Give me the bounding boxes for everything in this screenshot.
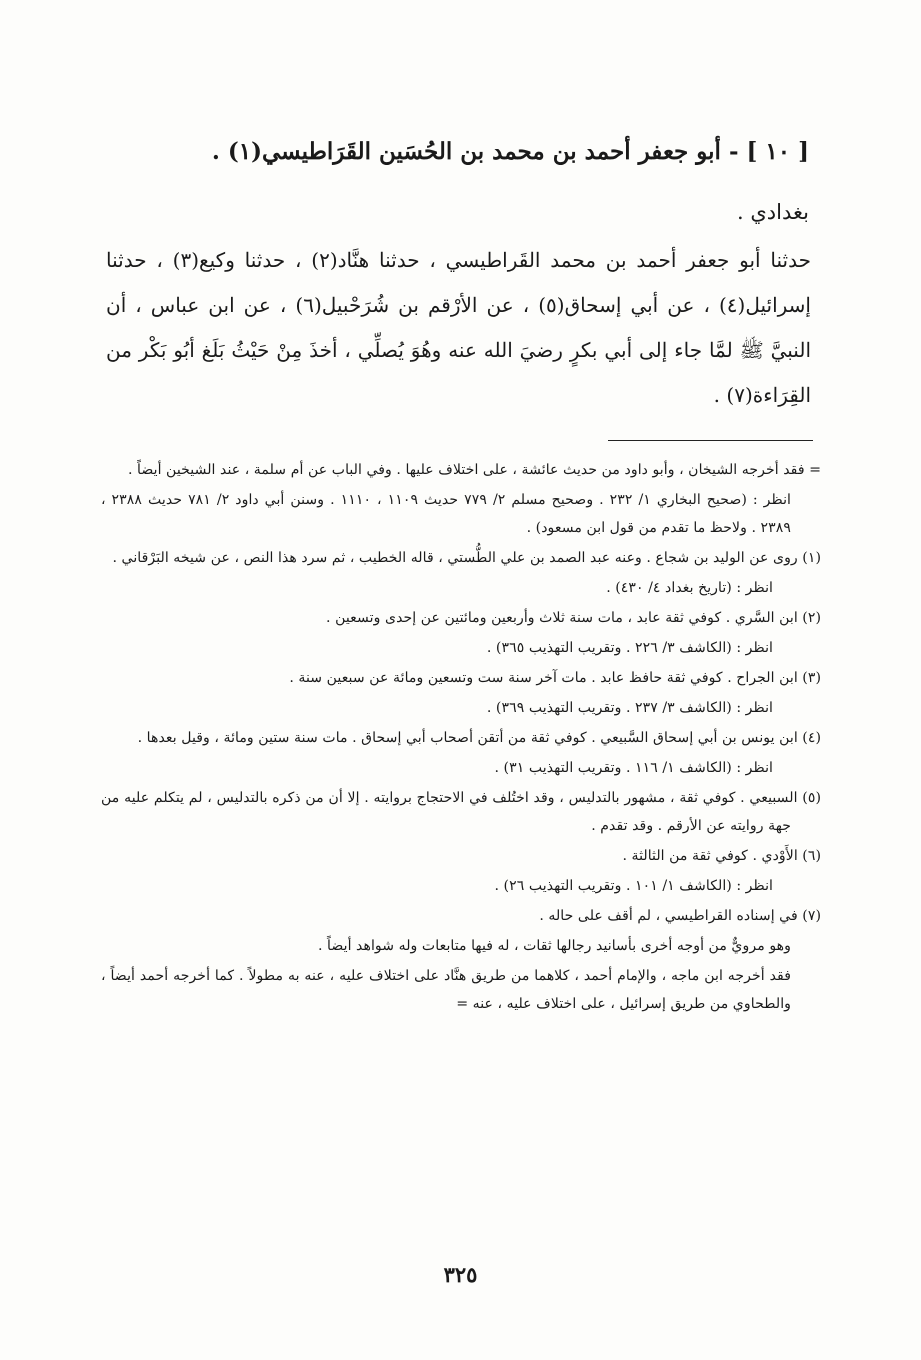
footnote-continuation: = فقد أخرجه الشيخان ، وأبو داود من حديث عائشة ، على اختلاف عليها . وفي الباب عن أم سلمة ، عند الشيخين أيضاً . <box>128 462 821 478</box>
footnote-7-note: وهو مرويٌّ من أوجه أخرى بأسانيد رجالها ثقات ، له فيها متابعات وله شواهد أيضاً . <box>317 938 791 954</box>
footnote-6-reference: انظر : (الكاشف ١/ ١٠١ . وتقريب التهذيب ٢٦) . <box>494 878 773 894</box>
hadith-text: حدثنا أبو جعفر أحمد بن محمد القَراطيسي ، حدثنا هنَّاد(٢) ، حدثنا وكيع(٣) ، حدثنا إسرائيل(٤) ، عن أبي إسحاق(٥) ، عن الأرْقم بن شُرَحْبيل(٦) ، عن ابن عباس ، أن النبيَّ ﷺ لمَّا جاء إلى أبي بكرٍ رضيَ الله عنه وهُوَ يُصلِّي ، أخذَ مِنْ حَيْثُ بَلَغ أبُو بَكْر من القِرَاءة(٧) . <box>106 248 811 407</box>
footnote-3-reference: انظر : (الكاشف ٣/ ٢٣٧ . وتقريب التهذيب ٣٦٩) . <box>486 700 773 716</box>
footnote-5: (٥) السبيعي . كوفي ثقة ، مشهور بالتدليس ، وقد اختُلف في الاحتجاج بروايته . إلا أن من ذكره بالتدليس ، لم يتكلم عليه من جهة روايته عن الأرقم . وقد تقدم . <box>101 790 821 834</box>
footnote-4: (٤) ابن يونس بن أبي إسحاق السَّبيعي . كوفي ثقة من أتقن أصحاب أبي إسحاق . مات سنة ستين ومائة ، وقيل بعدها . <box>137 730 821 746</box>
footnote-3: (٣) ابن الجراح . كوفي ثقة حافظ عابد . مات آخر سنة ست وتسعين ومائة عن سبعين سنة . <box>289 670 821 686</box>
entry-heading: [ ١٠ ] - أبو جعفر أحمد بن محمد بن الحُسَين القَرَاطيسي(١) . <box>211 138 809 165</box>
footnote-2-reference: انظر : (الكاشف ٣/ ٢٢٦ . وتقريب التهذيب ٣٦٥) . <box>486 640 773 656</box>
footnote-7-sources: فقد أخرجه ابن ماجه ، والإمام أحمد ، كلاهما من طريق هنَّاد على اختلاف عليه ، عنه به مطولاً . كما أخرجه أحمد أيضاً ، والطحاوي من طريق إسرائيل ، على اختلاف عليه ، عنه = <box>101 968 791 1012</box>
footnote-7: (٧) في إسناده القراطيسي ، لم أقف على حاله . <box>539 908 821 924</box>
footnote-reference: انظر : (صحيح البخاري ١/ ٢٣٢ . وصحيح مسلم ٢/ ٧٧٩ حديث ١١٠٩ ، ١١١٠ . وسنن أبي داود ٢/ ٧٨١ حديث ٢٣٨٨ ، ٢٣٨٩ . ولاحظ ما تقدم من قول ابن مسعود) . <box>101 492 792 536</box>
footnote-1-reference: انظر : (تاريخ بغداد ٤/ ٤٣٠) . <box>606 580 773 596</box>
page-number: ٣٢٥ <box>443 1262 478 1287</box>
footnote-6: (٦) الأَوْدي . كوفي ثقة من الثالثة . <box>622 848 821 864</box>
footnote-1: (١) روى عن الوليد بن شجاع . وعنه عبد الصمد بن علي الطُّستي ، قاله الخطيب ، ثم سرد هذا النص ، عن شيخه البَرْقاني . <box>112 550 821 566</box>
footnote-separator <box>608 440 813 441</box>
footnote-4-reference: انظر : (الكاشف ١/ ١١٦ . وتقريب التهذيب ٣١) . <box>494 760 773 776</box>
footnote-2: (٢) ابن السَّري . كوفي ثقة عابد ، مات سنة ثلاث وأربعين ومائتين عن إحدى وتسعين . <box>326 610 821 626</box>
footnotes <box>101 456 821 1020</box>
entry-origin: بغدادي . <box>737 200 809 224</box>
